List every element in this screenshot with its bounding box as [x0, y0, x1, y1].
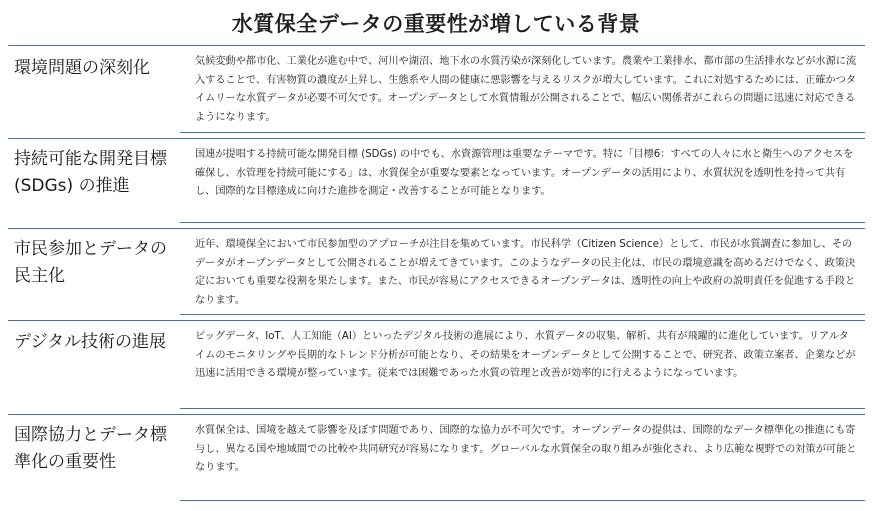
section-divider: [8, 45, 865, 46]
section-underline: [180, 314, 865, 315]
page-title: 水質保全データの重要性が増している背景: [231, 12, 641, 36]
section-underline: [180, 408, 865, 409]
section-underline: [180, 132, 865, 133]
section-divider: [8, 414, 865, 415]
section-heading: デジタル技術の進展: [14, 332, 166, 352]
section-text: 水質保全は、国境を越えて影響を及ぼす問題であり、国際的な協力が不可欠です。オープンデータの提供は、国際的なデータ標準化の推進にも寄与し、異なる国や地域間での比較や共同研究が容易になります。グローバルな水質保全の取り組みが強化され、より広範な視野での対策が可能となります。: [195, 425, 857, 473]
section-divider: [8, 228, 865, 229]
section-text: 気候変動や都市化、工業化が進む中で、河川や湖沼、地下水の水質汚染が深刻化しています。農業や工業排水、都市部の生活排水などが水源に流入することで、有害物質の濃度が上昇し、生態系や人間の健康に悪影響を与えるリスクが増大しています。これに対処するためには、正確かつタイムリーな水質データが必要不可欠です。オープンデータとして水質情報が公開されることで、幅広い関係者がこれらの問題に迅速に対応できるようになります。: [195, 56, 857, 123]
section-text: ビッグデータ、IoT、人工知能（AI）といったデジタル技術の進展により、水質データの収集、解析、共有が飛躍的に進化しています。リアルタイムのモニタリングや長期的なトレンド分析が可能となり、その結果をオープンデータとして公開することで、研究者、政策立案者、企業などが迅速に活用できる環境が整っています。従来では困難であった水質の管理と改善が効率的に行えるようになっています。: [195, 331, 856, 379]
section-underline: [180, 222, 865, 223]
section-heading: 市民参加とデータの民主化: [14, 239, 167, 286]
section-text: 国連が提唱する持続可能な開発目標 (SDGs) の中でも、水資源管理は重要なテーマです。特に「目標6：すべての人々に水と衛生へのアクセスを確保し、水管理を持続可能にする」は、水質保全が重要な要素となっています。オープンデータの活用により、水質状況を透明性を持って共有し、国際的な目標達成に向けた進捗を測定・改善することが可能となります。: [195, 149, 854, 197]
section-divider: [8, 138, 865, 139]
section-heading: 国際協力とデータ標準化の重要性: [14, 425, 167, 472]
section-heading: 環境問題の深刻化: [14, 58, 150, 78]
section-heading: 持続可能な開発目標 (SDGs) の推進: [14, 149, 167, 196]
section-divider: [8, 320, 865, 321]
section-underline: [180, 500, 865, 501]
section-text: 近年、環境保全において市民参加型のアプローチが注目を集めています。市民科学（Citizen Science）として、市民が水質調査に参加し、そのデータがオープンデータとして公開されることが増えてきています。このようなデータの民主化は、市民の環境意識を高めるだけでなく、政策決定においても重要な役割を果たします。また、市民が容易にアクセスできるオープンデータは、透明性の向上や政府の説明責任を促進する手段となります。: [195, 239, 856, 306]
